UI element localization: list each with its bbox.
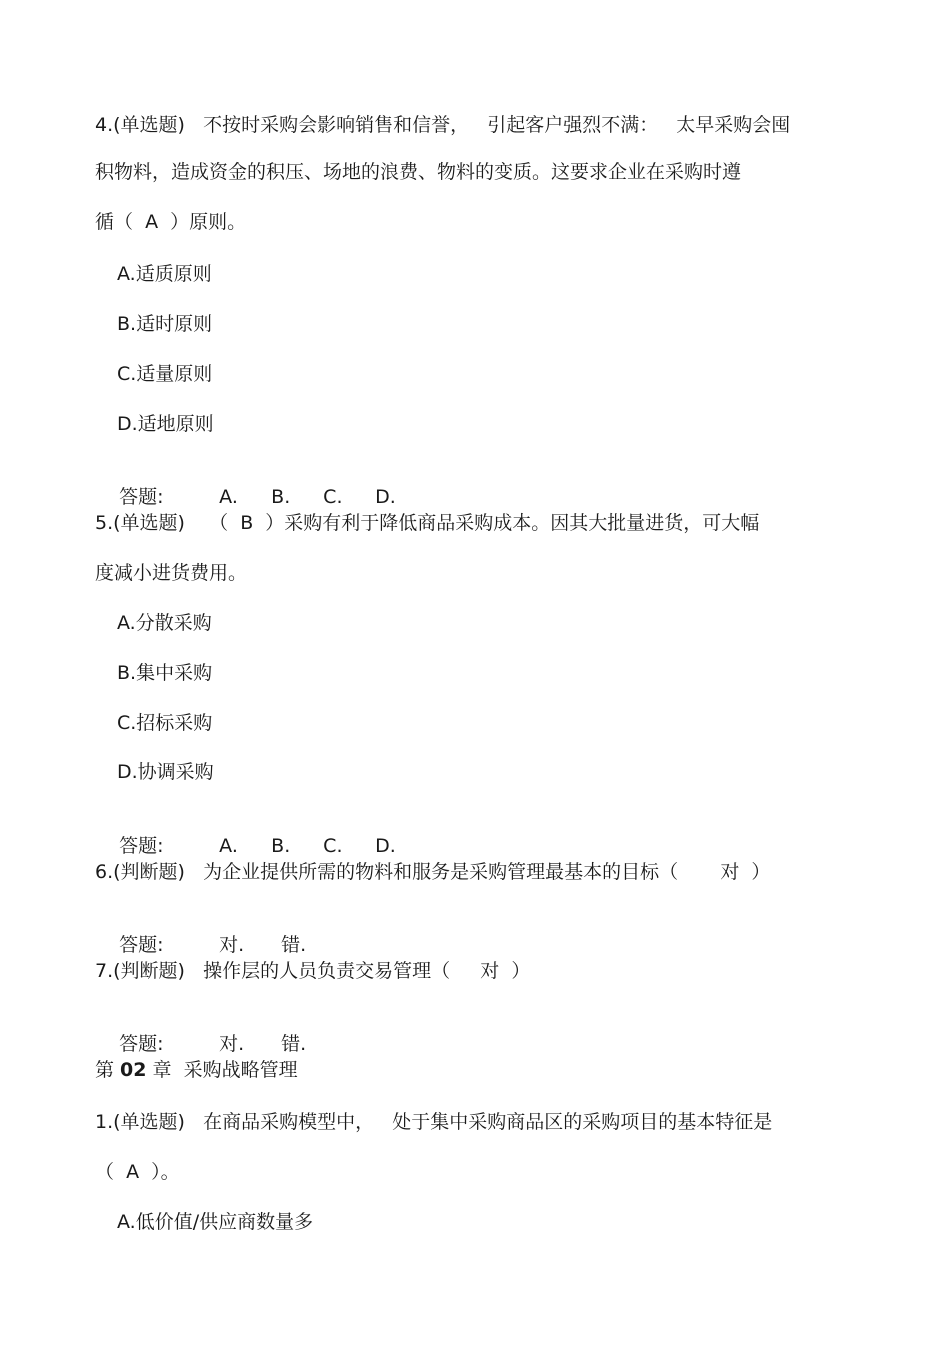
answer-choice-b[interactable]: B. <box>271 835 291 857</box>
q5-text-line2: 度减小进货费用。 <box>95 562 248 584</box>
q7-text-line1: 7.(判断题) 操作层的人员负责交易管理（ 对 ） <box>95 960 531 982</box>
answer-choice-a[interactable]: A. <box>219 486 238 508</box>
chapter-heading <box>95 1058 298 1082</box>
q4-text-line2: 积物料，造成资金的积压、场地的浪费、物料的变质。这要求企业在采购时遵 <box>95 161 742 183</box>
q5-option-c: C.招标采购 <box>117 712 213 734</box>
q4-text-line3: 循（ A ）原则。 <box>95 211 247 233</box>
answer-choice-a[interactable]: A. <box>219 835 238 857</box>
q4-text-line1: 4.(单选题) 不按时采购会影响销售和信誉， 引起客户强烈不满： 太早采购会囤 <box>95 114 791 136</box>
answer-choice-false[interactable]: 错. <box>281 934 307 956</box>
q4-option-a: A.适质原则 <box>117 263 212 285</box>
answer-choice-d[interactable]: D. <box>375 486 396 508</box>
answer-choice-true[interactable]: 对. <box>219 1033 245 1055</box>
answer-choice-true[interactable]: 对. <box>219 934 245 956</box>
q4-option-b: B.适时原则 <box>117 313 213 335</box>
answer-label: 答题: <box>119 835 164 857</box>
chapter-title: 章 采购战略管理 <box>146 1059 298 1081</box>
answer-choice-c[interactable]: C. <box>323 835 343 857</box>
q5-option-b: B.集中采购 <box>117 662 213 684</box>
answer-choice-false[interactable]: 错. <box>281 1033 307 1055</box>
q5-text-line1: 5.(单选题) （ B ）采购有利于降低商品采购成本。因其大批量进货，可大幅 <box>95 512 760 534</box>
chapter-number: 02 <box>120 1059 147 1081</box>
q4-option-c: C.适量原则 <box>117 363 213 385</box>
answer-label: 答题: <box>119 934 164 956</box>
answer-label: 答题: <box>119 486 164 508</box>
q4-option-d: D.适地原则 <box>117 413 214 435</box>
c2q1-option-a: A.低价值/供应商数量多 <box>117 1211 314 1233</box>
answer-choice-b[interactable]: B. <box>271 486 291 508</box>
chapter-prefix: 第 <box>95 1059 121 1081</box>
q5-option-d: D.协调采购 <box>117 761 214 783</box>
answer-label: 答题: <box>119 1033 164 1055</box>
q5-option-a: A.分散采购 <box>117 612 212 634</box>
answer-choice-d[interactable]: D. <box>375 835 396 857</box>
c2q1-text-line2: （ A ）。 <box>95 1161 180 1183</box>
q6-text-line1: 6.(判断题) 为企业提供所需的物料和服务是采购管理最基本的目标（ 对 ） <box>95 861 771 883</box>
c2q1-text-line1: 1.(单选题) 在商品采购模型中， 处于集中采购商品区的采购项目的基本特征是 <box>95 1111 773 1133</box>
answer-choice-c[interactable]: C. <box>323 486 343 508</box>
